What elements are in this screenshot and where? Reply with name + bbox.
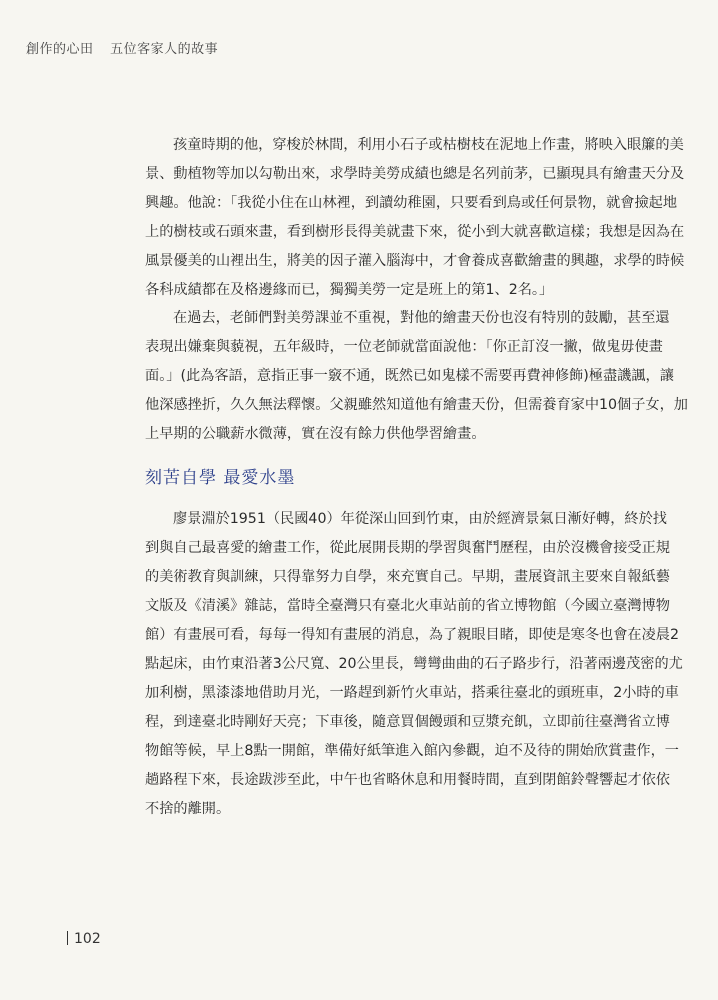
folio-rule (67, 931, 68, 945)
text-line: 上早期的公職薪水微薄，實在沒有餘力供他學習繪畫。 (145, 426, 486, 442)
text-line: 孩童時期的他，穿梭於林間，利用小石子或枯樹枝在泥地上作畫，將映入眼簾的美 (173, 137, 684, 153)
text-line: 點起床，由竹東沿著3公尺寬、20公里長，彎彎曲曲的石子路步行，沿著兩邊茂密的尤 (145, 656, 683, 672)
section-heading: 刻苦自學 最愛水墨 (145, 468, 296, 488)
text-line: 表現出嫌棄與藐視，五年級時，一位老師就當面說他：「你正訂沒一撇，做鬼毋使畫 (145, 339, 663, 355)
text-line: 文版及《清溪》雜誌，當時全臺灣只有臺北火車站前的省立博物館（今國立臺灣博物 (145, 598, 670, 614)
text-line: 面。」(此為客語，意指正事一竅不通，既然已如鬼樣不需要再費神修飾)極盡譏諷，讓 (145, 368, 674, 384)
book-title: 創作的心田 (26, 42, 94, 57)
page-number (67, 931, 101, 947)
text-line: 程，到達臺北時剛好天亮；下車後，隨意買個饅頭和豆漿充飢，立即前往臺灣省立博 (145, 714, 670, 730)
text-line: 各科成績都在及格邊緣而已，獨獨美勞一定是班上的第1、2名。」 (145, 282, 554, 298)
text-line: 趟路程下來，長途跋涉至此，中午也省略休息和用餐時間，直到閉館鈴聲響起才依依 (145, 772, 670, 788)
text-line: 他深感挫折，久久無法釋懷。父親雖然知道他有繪畫天份，但需養育家中10個子女，加 (145, 397, 688, 413)
page-number-text: 102 (74, 931, 101, 947)
text-line: 風景優美的山裡出生，將美的因子灌入腦海中，才會養成喜歡繪畫的興趣，求學的時候 (145, 253, 685, 269)
text-line: 到與自己最喜愛的繪畫工作，從此展開長期的學習與奮鬥歷程，由於沒機會接受正規 (145, 540, 670, 556)
text-line: 興趣。他說：「我從小住在山林裡，到讀幼稚園，只要看到鳥或任何景物，就會撿起地 (145, 195, 678, 211)
paragraph-self-study (145, 505, 683, 824)
chapter-title: 五位客家人的故事 (110, 42, 219, 57)
running-head (26, 38, 218, 57)
text-line: 加利樹，黑漆漆地借助月光，一路趕到新竹火車站，搭乘往臺北的頭班車，2小時的車 (145, 685, 679, 701)
text-line: 物館等候，早上8點一開館，準備好紙筆進入館內參觀，迫不及待的開始欣賞畫作，一 (145, 743, 679, 759)
paragraph-childhood (145, 131, 685, 305)
text-line: 館）有畫展可看，每每一得知有畫展的消息，為了親眼目睹，即使是寒冬也會在凌晨2 (145, 627, 679, 643)
paragraph-school (145, 304, 688, 449)
text-line: 上的樹枝或石頭來畫，看到樹形長得美就畫下來，從小到大就喜歡這樣；我想是因為在 (145, 224, 685, 240)
text-line: 不捨的離開。 (145, 801, 231, 817)
text-line: 廖景淵於1951（民國40）年從深山回到竹東，由於經濟景氣日漸好轉，終於找 (173, 511, 667, 527)
text-line: 景、動植物等加以勾勒出來，求學時美勞成績也總是名列前茅，已顯現具有繪畫天分及 (145, 166, 685, 182)
text-line: 在過去，老師們對美勞課並不重視，對他的繪畫天份也沒有特別的鼓勵，甚至還 (173, 310, 670, 326)
text-line: 的美術教育與訓練，只得靠努力自學，來充實自己。早期，畫展資訊主要來自報紙藝 (145, 569, 670, 585)
